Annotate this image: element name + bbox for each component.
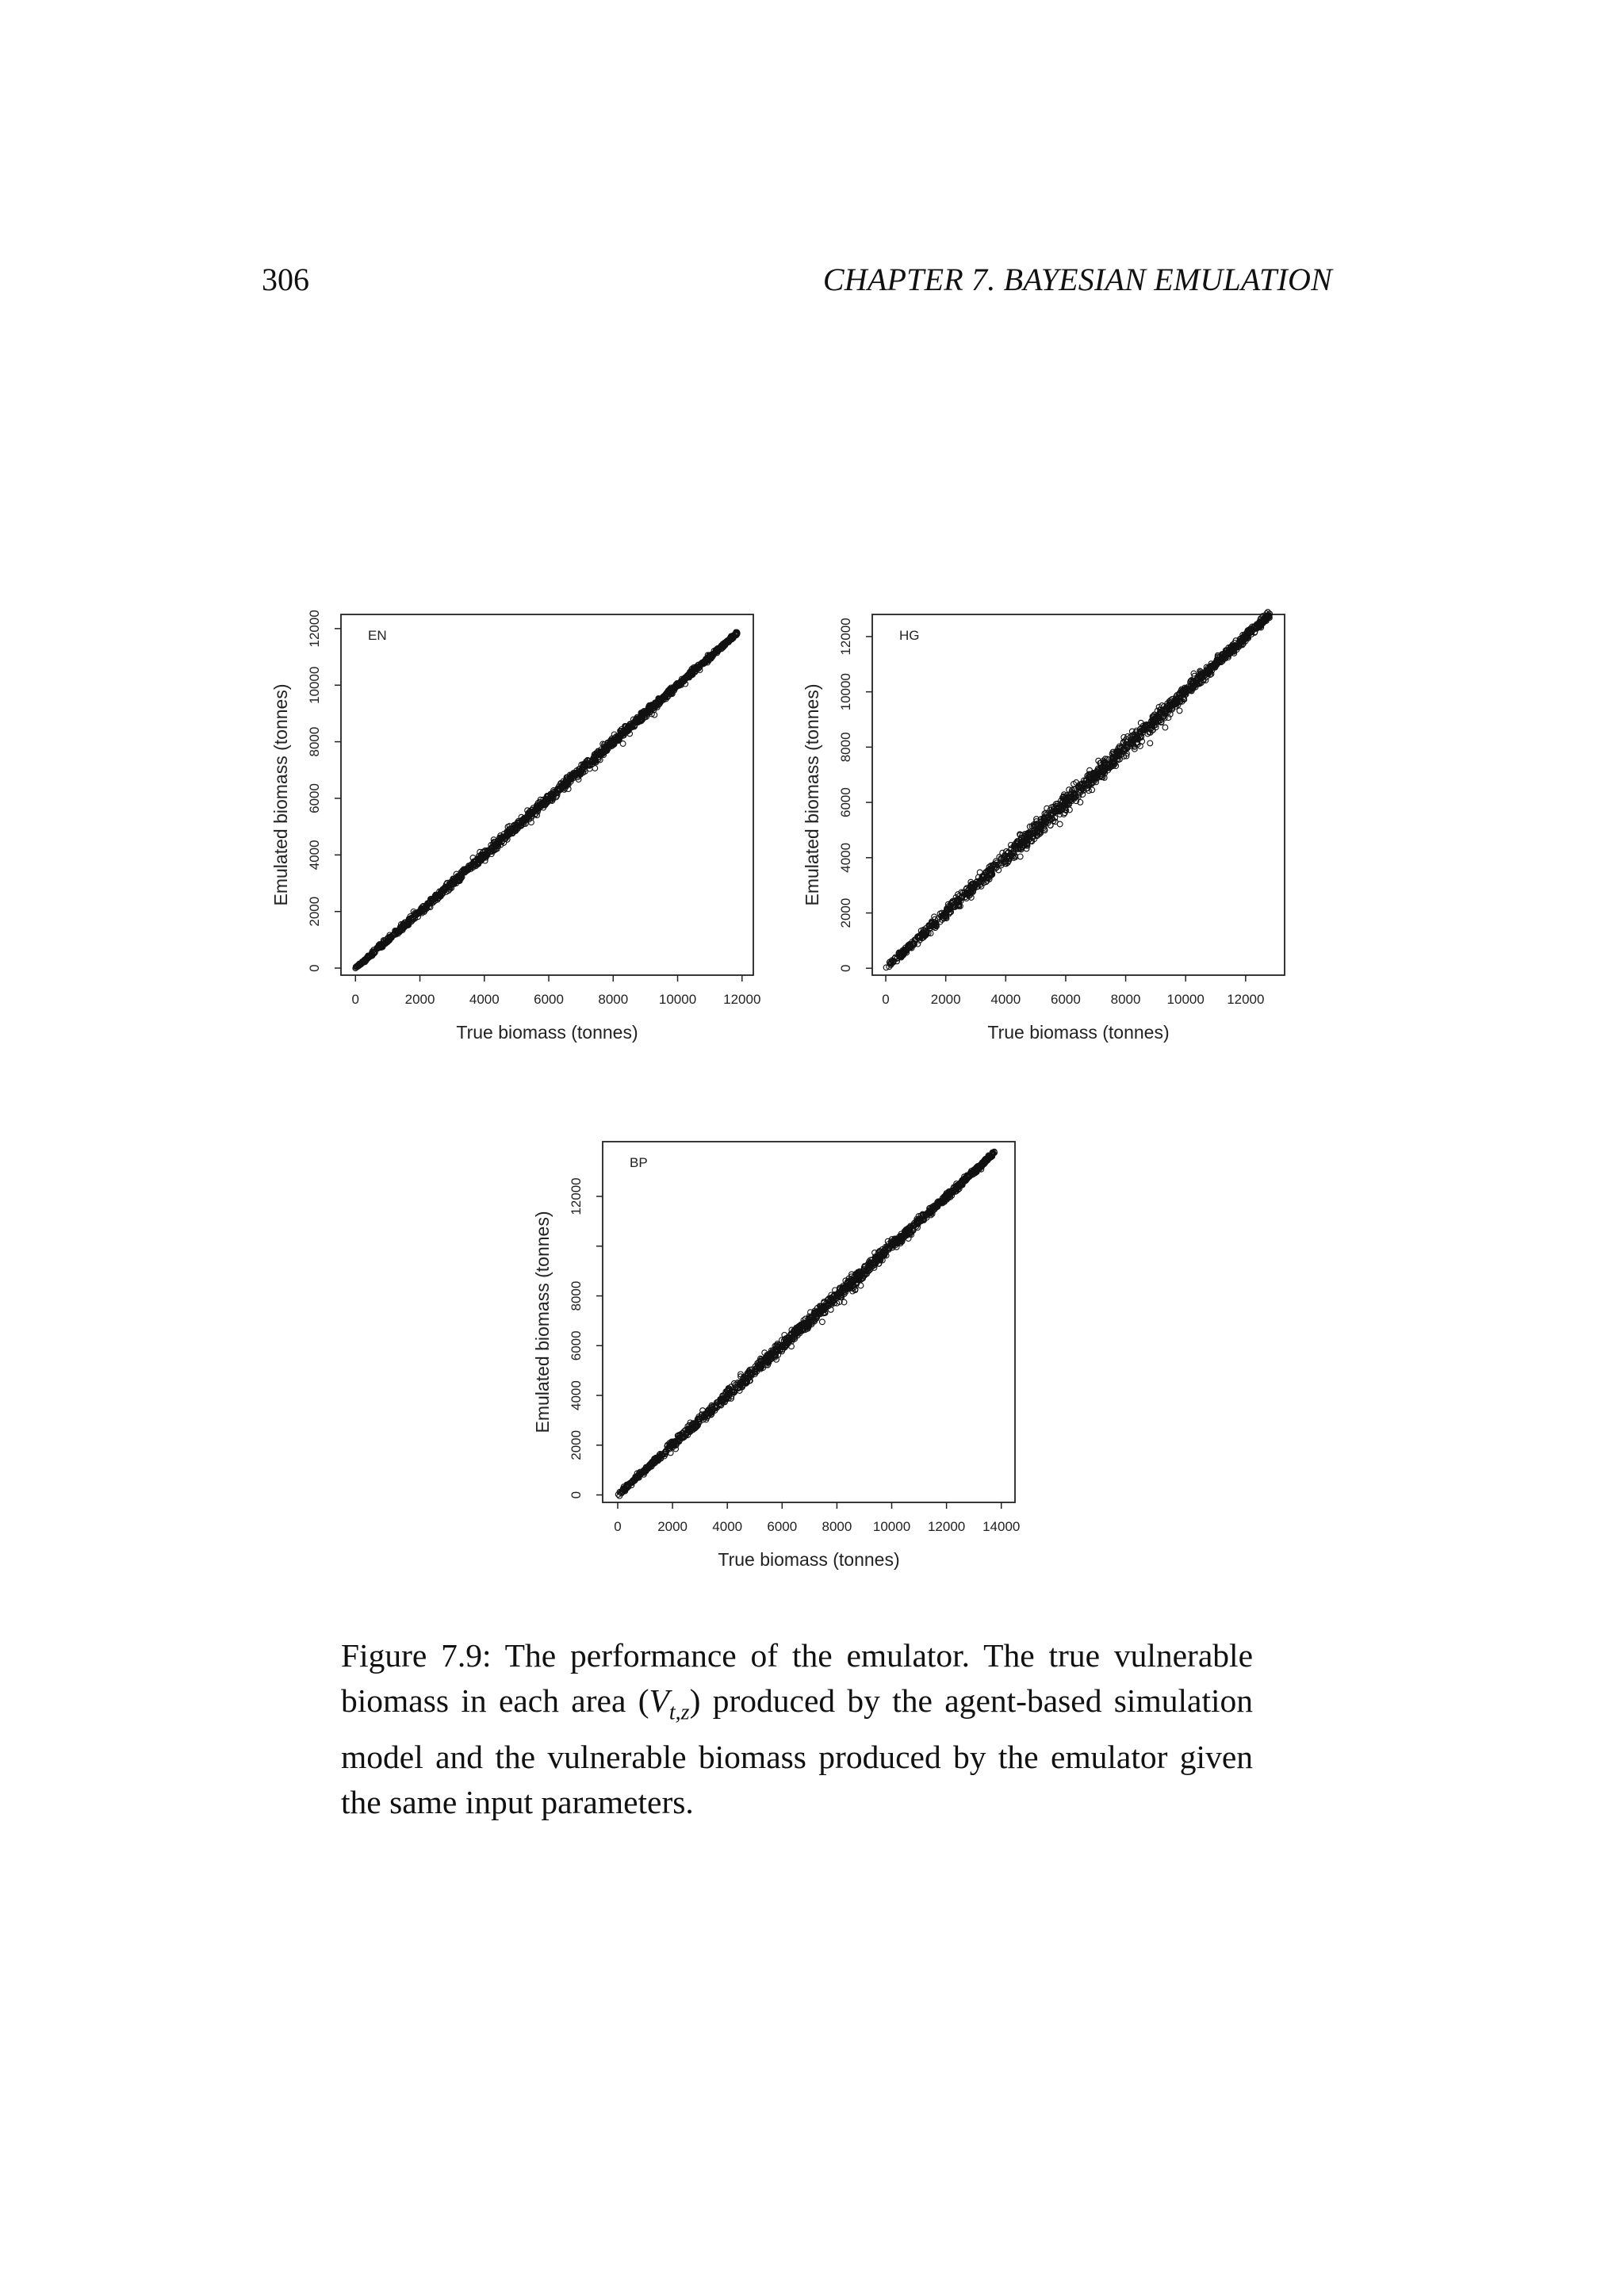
y-tick-label: 0 xyxy=(569,1490,584,1499)
y-tick-label: 10000 xyxy=(307,666,322,704)
y-tick-label: 0 xyxy=(838,964,853,973)
data-point xyxy=(620,741,626,747)
x-tick-label: 14000 xyxy=(982,1519,1021,1534)
page-number: 306 xyxy=(262,262,309,297)
x-axis-title: True biomass (tonnes) xyxy=(987,1022,1170,1043)
x-tick-label: 6000 xyxy=(1051,992,1081,1007)
x-tick-label: 2000 xyxy=(404,992,435,1007)
panel-label: HG xyxy=(899,628,920,643)
y-tick-label: 4000 xyxy=(569,1380,584,1410)
caption-text-2: ) produced by the agent-based simulation model and the vulnerable biomass produced by the emulator given the same input parameters. xyxy=(341,1682,1254,1821)
y-tick-label: 8000 xyxy=(307,726,322,757)
data-point xyxy=(592,766,598,771)
y-tick-label: 2000 xyxy=(569,1429,584,1460)
data-points xyxy=(883,610,1272,970)
y-tick-label: 4000 xyxy=(838,842,853,873)
data-point xyxy=(1177,708,1182,714)
x-tick-label: 4000 xyxy=(469,992,500,1007)
x-tick-label: 6000 xyxy=(534,992,564,1007)
y-tick-label: 8000 xyxy=(838,732,853,763)
data-point xyxy=(1057,821,1063,827)
y-tick-label: 6000 xyxy=(307,783,322,813)
x-tick-label: 10000 xyxy=(1166,992,1205,1007)
y-tick-label: 4000 xyxy=(307,840,322,871)
y-tick-label: 6000 xyxy=(838,787,853,818)
y-tick-label: 12000 xyxy=(569,1177,584,1215)
caption-text-1: Figure 7.9: The performance of the emulator. The true vulnerable biomass in each area ( xyxy=(341,1637,1253,1719)
x-tick-label: 0 xyxy=(351,992,360,1007)
scatter-plot-hg xyxy=(793,595,1332,1062)
x-tick-label: 10000 xyxy=(658,992,697,1007)
x-tick-label: 0 xyxy=(882,992,890,1007)
panel-label: EN xyxy=(368,628,387,643)
data-point xyxy=(1162,725,1168,730)
scatter-plot-bp xyxy=(523,1122,1063,1590)
y-axis-title: Emulated biomass (tonnes) xyxy=(802,683,822,906)
y-tick-label: 10000 xyxy=(838,672,853,711)
x-tick-label: 8000 xyxy=(822,1519,852,1534)
y-axis-title: Emulated biomass (tonnes) xyxy=(270,683,291,906)
y-tick-label: 2000 xyxy=(307,896,322,927)
x-tick-label: 8000 xyxy=(1110,992,1141,1007)
caption-math-subscript: t,z xyxy=(668,1700,690,1725)
y-axis-title: Emulated biomass (tonnes) xyxy=(532,1211,553,1433)
running-head: CHAPTER 7. BAYESIAN EMULATION xyxy=(822,262,1332,297)
x-tick-label: 2000 xyxy=(657,1519,688,1534)
x-tick-label: 4000 xyxy=(990,992,1021,1007)
data-point xyxy=(1017,854,1023,859)
scatter-plot-en xyxy=(262,595,801,1062)
y-tick-label: 12000 xyxy=(307,610,322,648)
caption-math-symbol: $V_{t,z}$ xyxy=(649,1682,690,1725)
data-point xyxy=(820,1319,825,1325)
x-tick-label: 12000 xyxy=(927,1519,966,1534)
x-tick-label: 8000 xyxy=(598,992,629,1007)
y-tick-label: 0 xyxy=(307,964,322,972)
x-tick-label: 6000 xyxy=(767,1519,798,1534)
data-points xyxy=(615,1149,997,1498)
x-tick-label: 12000 xyxy=(1227,992,1265,1007)
data-point xyxy=(1147,740,1153,746)
y-tick-label: 6000 xyxy=(569,1330,584,1361)
figure-caption xyxy=(341,1633,1253,1825)
x-axis-title: True biomass (tonnes) xyxy=(456,1022,638,1043)
x-tick-label: 2000 xyxy=(930,992,961,1007)
x-tick-label: 0 xyxy=(614,1519,622,1534)
y-tick-label: 8000 xyxy=(569,1280,584,1311)
x-tick-label: 12000 xyxy=(723,992,761,1007)
y-tick-label: 12000 xyxy=(838,618,853,656)
y-tick-label: 2000 xyxy=(838,897,853,928)
x-tick-label: 4000 xyxy=(712,1519,743,1534)
x-axis-title: True biomass (tonnes) xyxy=(718,1549,900,1570)
panel-label: BP xyxy=(630,1155,648,1170)
data-points xyxy=(353,629,740,971)
x-tick-label: 10000 xyxy=(872,1519,911,1534)
